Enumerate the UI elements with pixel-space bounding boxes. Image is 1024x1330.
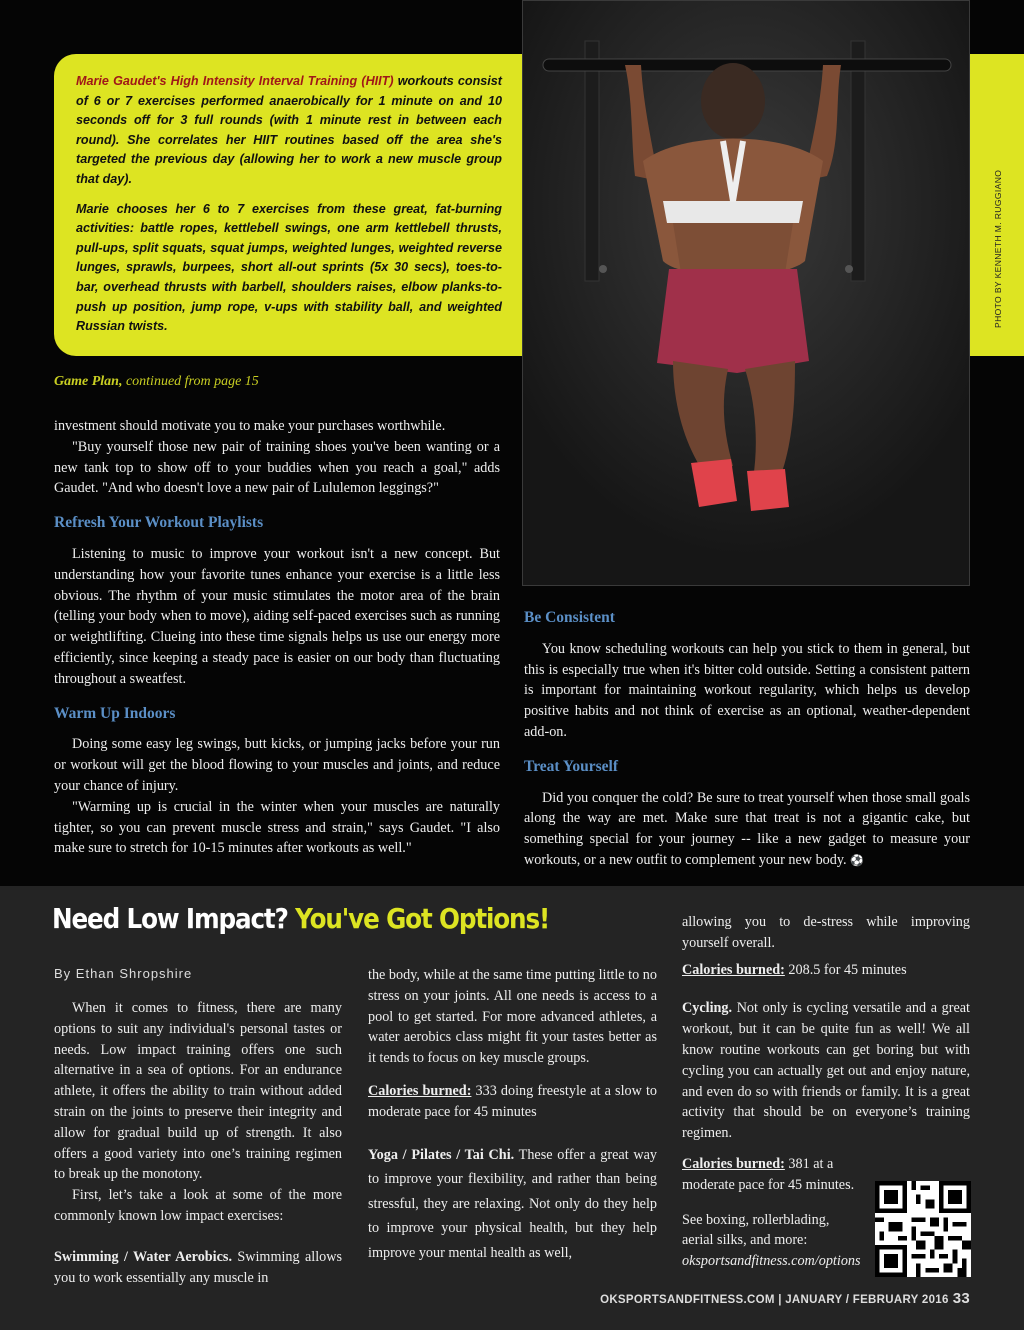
cycling-text: Not only is cycling versatile and a great workout, but it can be quite fun as well! We all know routine workouts can get boring but with cycling you can actually get out and enjoy nature, and even do so with friends or family. It is a great activity that should be on everyone’s training regimen. xyxy=(682,1000,970,1142)
page-number: 33 xyxy=(952,1290,970,1307)
footer-text: OKSPORTSANDFITNESS.COM | JANUARY / FEBRUARY 2016 xyxy=(600,1294,949,1306)
cycling-calories-label: Calories burned: xyxy=(682,1155,785,1172)
left-article-column xyxy=(54,416,500,859)
athlete-pullup-photo xyxy=(522,0,970,586)
qr-code-icon xyxy=(875,1181,971,1277)
yoga-calories: 208.5 for 45 minutes xyxy=(784,961,907,978)
photo-credit: PHOTO BY KENNETH M. RUGGIANO xyxy=(993,169,1003,328)
cycling-calories: 381 at a moderate pace for 45 minutes. xyxy=(682,1155,855,1193)
page-footer xyxy=(600,1290,970,1307)
yoga-text: These offer a great way to improve your flexibility, and rather than being stressful, they are relaxing. Not only do they help to improve your physical health, but they help improve your mental health as well, xyxy=(368,1146,657,1261)
byline: By Ethan Shropshire xyxy=(54,966,193,981)
heading-treat-yourself: Treat Yourself xyxy=(524,757,618,775)
see-more-text: See boxing, rollerblading, aerial silks, and more: xyxy=(682,1211,830,1249)
title-yellow: You've Got Options! xyxy=(295,902,550,935)
right-p1: You know scheduling workouts can help you stick to them in general, but this is especially true when it's bitter cold outside. Setting a consistent pattern is important for maintaining workout regularity, which helps us develop positive habits and not think of exercise as an optional, weather-dependent add-on. xyxy=(524,640,970,740)
low-impact-title xyxy=(52,902,549,935)
options-link[interactable]: oksportsandfitness.com/options xyxy=(682,1253,861,1270)
swim-calories-label: Calories burned: xyxy=(368,1082,472,1099)
heading-refresh-playlists: Refresh Your Workout Playlists xyxy=(54,514,264,532)
left-p1: investment should motivate you to make your purchases worthwhile. xyxy=(54,418,446,434)
left-p4: Doing some easy leg swings, butt kicks, or jumping jacks before your run or workout will get the blood flowing to your muscles and joints, and reduce your chance of injury. xyxy=(54,736,500,794)
swim-text: Swimming allows you to work essentially any muscle in xyxy=(54,1248,342,1286)
qr-code[interactable] xyxy=(875,1181,971,1277)
right-p2: Did you conquer the cold? Be sure to treat yourself when those small goals along the way are met. Make sure that treat is not a gigantic cake, but something special for your journey -- like a new gadget to measure your workouts, or a new outfit to complement your new body. xyxy=(524,789,970,868)
left-p5: "Warming up is crucial in the winter when your muscles are naturally tighter, so you can prevent muscle stress and strain," says Gaudet. "I also make sure to stretch for 10-15 minutes after workouts as well." xyxy=(54,798,500,857)
continued-from-label xyxy=(54,374,259,390)
bottom-column-2 xyxy=(368,965,657,1266)
title-white: Need Low Impact? xyxy=(52,902,288,935)
end-mark-icon: ⚽ xyxy=(850,854,864,867)
b1-p1: When it comes to fitness, there are many options to suit any individual's personal tastes or needs. Low impact training offers one such alternative in a sea of options. For an endurance athlete, it offers the ability to train without added strain on the joints to preserve their integrity and allow for gradual build up of strength. It also offers a good variety into one’s training regimen to break up the monotony. xyxy=(54,1000,342,1183)
b2-p1: the body, while at the same time putting little to no stress on your joints. All one needs is access to a pool to get started. For more advanced athletes, a water aerobics class might fit your tastes better as it tends to focus on key muscle groups. xyxy=(368,967,657,1067)
callout-accent-text: Marie Gaudet's High Intensity Interval Training (HIIT) xyxy=(76,74,394,88)
continued-rest: continued from page 15 xyxy=(122,374,259,389)
callout-p1-rest: workouts consist of 6 or 7 exercises performed anaerobically for 1 minute on and 10 seconds off for 3 full rounds (with 1 minute rest in between each round). She correlates her HIIT routines based off the area she's targeted the previous day (allowing her to work a new muscle group that day). xyxy=(76,74,502,186)
heading-be-consistent: Be Consistent xyxy=(524,609,615,626)
b3-p1: allowing you to de-stress while improving yourself overall. xyxy=(682,914,970,951)
heading-warm-up-indoors: Warm Up Indoors xyxy=(54,704,176,722)
yoga-heading: Yoga / Pilates / Tai Chi. xyxy=(368,1146,515,1163)
left-p2: "Buy yourself those new pair of training shoes you've been wanting or a new tank top to show off to your buddies when you reach a goal," adds Gaudet. "And who doesn't love a new pair of Lululemon leggings?" xyxy=(54,438,500,497)
yoga-calories-label: Calories burned: xyxy=(682,961,785,978)
left-p3: Listening to music to improve your workout isn't a new concept. But understanding how your favorite tunes enhance your exercise is a little less obvious. The rhythm of your music stimulates the motor area of the brain (telling your body when to move), aiding self-paced exercises such as running or weightlifting. Clueing into these time signals helps us use our energy more efficiently, since keeping a steady pace is easier on our body than fluctuating throughout a sweatfest. xyxy=(54,545,500,687)
swim-heading: Swimming / Water Aerobics. xyxy=(54,1248,232,1265)
bottom-column-1 xyxy=(54,998,342,1288)
athlete-illustration xyxy=(523,1,970,586)
hiit-callout-text xyxy=(76,72,502,347)
b1-p2: First, let’s take a look at some of the more commonly known low impact exercises: xyxy=(54,1187,342,1224)
callout-p2: Marie chooses her 6 to 7 exercises from these great, fat-burning activities: battle ropes, kettlebell swings, one arm kettlebell thrusts, pull-ups, split squats, squat jumps, weighted lunges, weighted reverse lunges, sprawls, burpees, short all-out sprints (5x 30 secs), toes-to-bar, overhead thrusts with barbell, shoulders raises, elbow planks-to-push up position, jump rope, v-ups with stability ball, and weighted Russian twists. xyxy=(76,201,502,334)
swim-calories: 333 doing freestyle at a slow to moderate pace for 45 minutes xyxy=(368,1082,657,1120)
continued-label: Game Plan, xyxy=(54,374,123,389)
cycling-heading: Cycling. xyxy=(682,1000,733,1017)
right-article-column xyxy=(524,594,970,872)
